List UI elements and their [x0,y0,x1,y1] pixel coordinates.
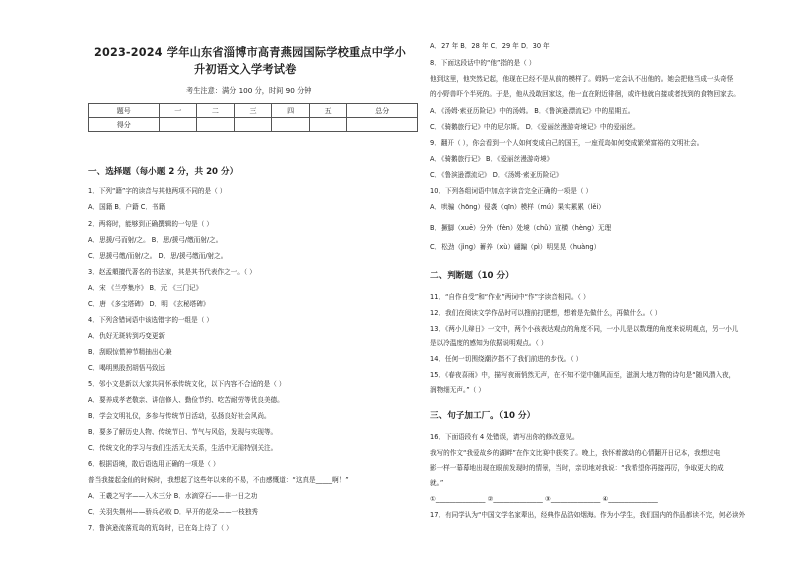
option-line: A．宋 《兰亭集序》 B．元 《三门记》 [88,284,203,292]
score-header-cell: 一 [159,104,197,118]
option-line: C．喝明黑股拐胡悟马致远 [88,364,166,372]
question-line: 是以冷温度的感知为依据说明观点。（ ） [430,339,548,347]
passage-line: 影一样一幕幕地出现在眼前发现时的情景，当时，亲切地对我说：“我希望你再接再厉，争取更大的成 [430,464,724,472]
passage-line: 就。” [430,479,444,487]
score-header-cell: 三 [234,104,272,118]
option-line: C．思援弓缴/而射/之。 D．思/援弓缴而/射之。 [88,252,228,260]
option-line: A．《骑鹅旅行记》 B．《爱丽丝漫游奇境》 [430,155,554,163]
option-line: B．学会文明礼仪，多参与传统节日活动，弘扬良好社会风尚。 [88,412,271,420]
option-line: C．唐 《多宝塔碑》 D．明 《玄秘塔碑》 [88,300,210,308]
question-line: 2．两将时，能够到正确撰辑的一句是（ ） [88,220,213,228]
passage-line: 我写的作文“我爱故乡的湖畔”在作文比赛中获奖了。晚上，我怀着激动的心情翻开日记本，我想过电 [430,449,721,457]
option-line: A．王羲之写字——入木三分 B．水滴穿石——非一日之功 [88,492,258,500]
score-cell[interactable] [347,118,418,132]
option-line: C．关羽失荆州——骄兵必败 D．早开的花朵——一枝独秀 [88,508,259,516]
option-line: A．《汤姆·索亚历险记》中的汤姆。 B．《鲁滨逊漂流记》中的星期五。 [430,107,635,115]
question-line: 1．下列“籍”字的读音与其他两项不同的是（ ） [88,187,227,195]
question-line: 12．我们在阅读文学作品时可以搜前打肥想，想着是先做什么，再做什么。（ ） [430,309,662,317]
question-line: 普当我接起金仙的时候时，我想起了这些年以来的不易，不由感慨道：“这真是_____啊！” [88,476,349,484]
option-line: B．撅脚（xuē）分外（fèn）处境（chǔ）宣横（hèng）无理 [430,224,612,232]
question-line: 7．鲁滨逊流落荒岛的荒岛时，已在岛上待了（ ） [88,524,233,532]
option-line: B．刮眼惊慌神节精抽出心兼 [88,348,172,356]
option-line: A．哄骗（hōng）侵袭（qīn）模样（mú）果实累累（lěi） [430,203,605,211]
exam-title-line-2: 升初语文入学考试卷 [194,63,297,76]
option-line: C．《骑鹅旅行记》中的尼尔斯。 D．《爱丽丝漫游奇境记》中的爱丽丝。 [430,123,640,131]
question-line: 4．下列含错词语中该选错字的一组是（ ） [88,316,213,324]
question-line: 3．赵孟頫擅代著名的书法家，其是其书代表作之一。（ ） [88,268,256,276]
option-line: A．仇好无斑转到巧变更新 [88,332,166,340]
option-line: C．松劲（jìng）蓄养（xù）翩蹁（pì）明晃晃（huàng） [430,243,601,251]
option-line: A．国籍 B．户籍 C．书籍 [88,203,166,211]
question-line: 9．翻开（ ），你会看到一个人如何变成自己的国王，一座荒岛如何变成繁荣富裕的文明社会。 [430,139,704,147]
exam-note: 考生注意：满分 100 分，时间 90 分钟 [186,86,312,95]
option-line: A．27 年 B．28 年 C．29 年 D．30 年 [430,42,550,50]
question-line: 5．邻小文是新以大家共同怀承传统文化，以下内容不合适的是（ ） [88,380,286,388]
question-line: 16．下面语段有 4 处错误，请写出你的修改意见。 [430,433,579,441]
score-table-header-row [89,104,418,118]
option-line: C．传统文化的学习与我们生活无太关系，生活中无需特别关注。 [88,444,278,452]
score-table [88,103,418,132]
exam-title-line-1: 2023-2024 学年山东省淄博市高青燕园国际学校重点中学小 [94,46,406,59]
score-header-cell: 题号 [89,104,160,118]
question-line: 15．《春夜喜雨》中，描写夜雨悄然无声，在不知不觉中随风而至，滋润大地万物的诗句是“随风潜入夜， [430,371,736,379]
section-heading: 二、判断题（10 分） [430,271,514,281]
score-header-cell: 总分 [347,104,418,118]
question-line: 10．下列各组词语中加点字读音完全正确的一项是（ ） [430,187,593,195]
score-table-score-row [89,118,418,132]
section-heading: 一、选择题（每小题 2 分，共 20 分） [88,167,239,177]
option-line: A．思援/弓而射/之。 B．思/援弓/缴而射/之。 [88,236,223,244]
question-line: 8．下面这段话中的“他”指的是（ ） [430,59,536,67]
option-line: A．要养成孝老敬亲、讲信修人、勤俭节约、吃苦耐劳等优良美德。 [88,396,284,404]
score-header-cell: 二 [197,104,235,118]
score-cell[interactable] [234,118,272,132]
passage-line: 的小野兽吓个半死的。于是，他从没敢回家这，他一直在附近徘徊，或许他就自接或者找到的食物回家去。 [430,90,740,98]
answer-blanks[interactable]: ①_______________ ②_______________ ③_______________ ④_______________ [430,495,658,503]
score-cell[interactable] [159,118,197,132]
score-header-cell: 五 [309,104,347,118]
question-line: 17．有同学认为“中国文学名家辈出，经典作品浩如烟海。作为小学生，我们国内的作品都读不完，何必读外 [430,511,746,519]
score-header-cell: 四 [272,104,310,118]
score-cell[interactable] [309,118,347,132]
question-line: 6．根据语境，散后语选用正确的一项是（ ） [88,460,220,468]
question-line: 14．任何一切围绕潮汐指不了我们前进的步伐。（ ） [430,355,583,363]
option-line: C．《鲁滨逊漂流记》 D．《汤姆·索亚历险记》 [430,171,563,179]
section-heading: 三、句子加工厂。（10 分） [430,411,536,421]
question-line: 润物细无声。”（ ） [430,386,485,394]
question-line: 13．《两小儿辩日》一文中，两个小孩表达观点的角度不同，一小儿是以数理的角度来说明观点，另一小儿 [430,325,739,333]
score-cell[interactable] [197,118,235,132]
score-row-label: 得分 [89,118,160,132]
question-line: 11．“自作自受”和“作业”两词中“作”字读音相同。（ ） [430,293,590,301]
score-cell[interactable] [272,118,310,132]
passage-line: 他到这里，他突然记起，他现在已经不是从前的模样了。姆妈一定会认不出他的。她会把他当成一头奇怪 [430,75,734,83]
option-line: B．要多了解历史人物、传统节日、节气与风俗，发现与实现等。 [88,428,278,436]
